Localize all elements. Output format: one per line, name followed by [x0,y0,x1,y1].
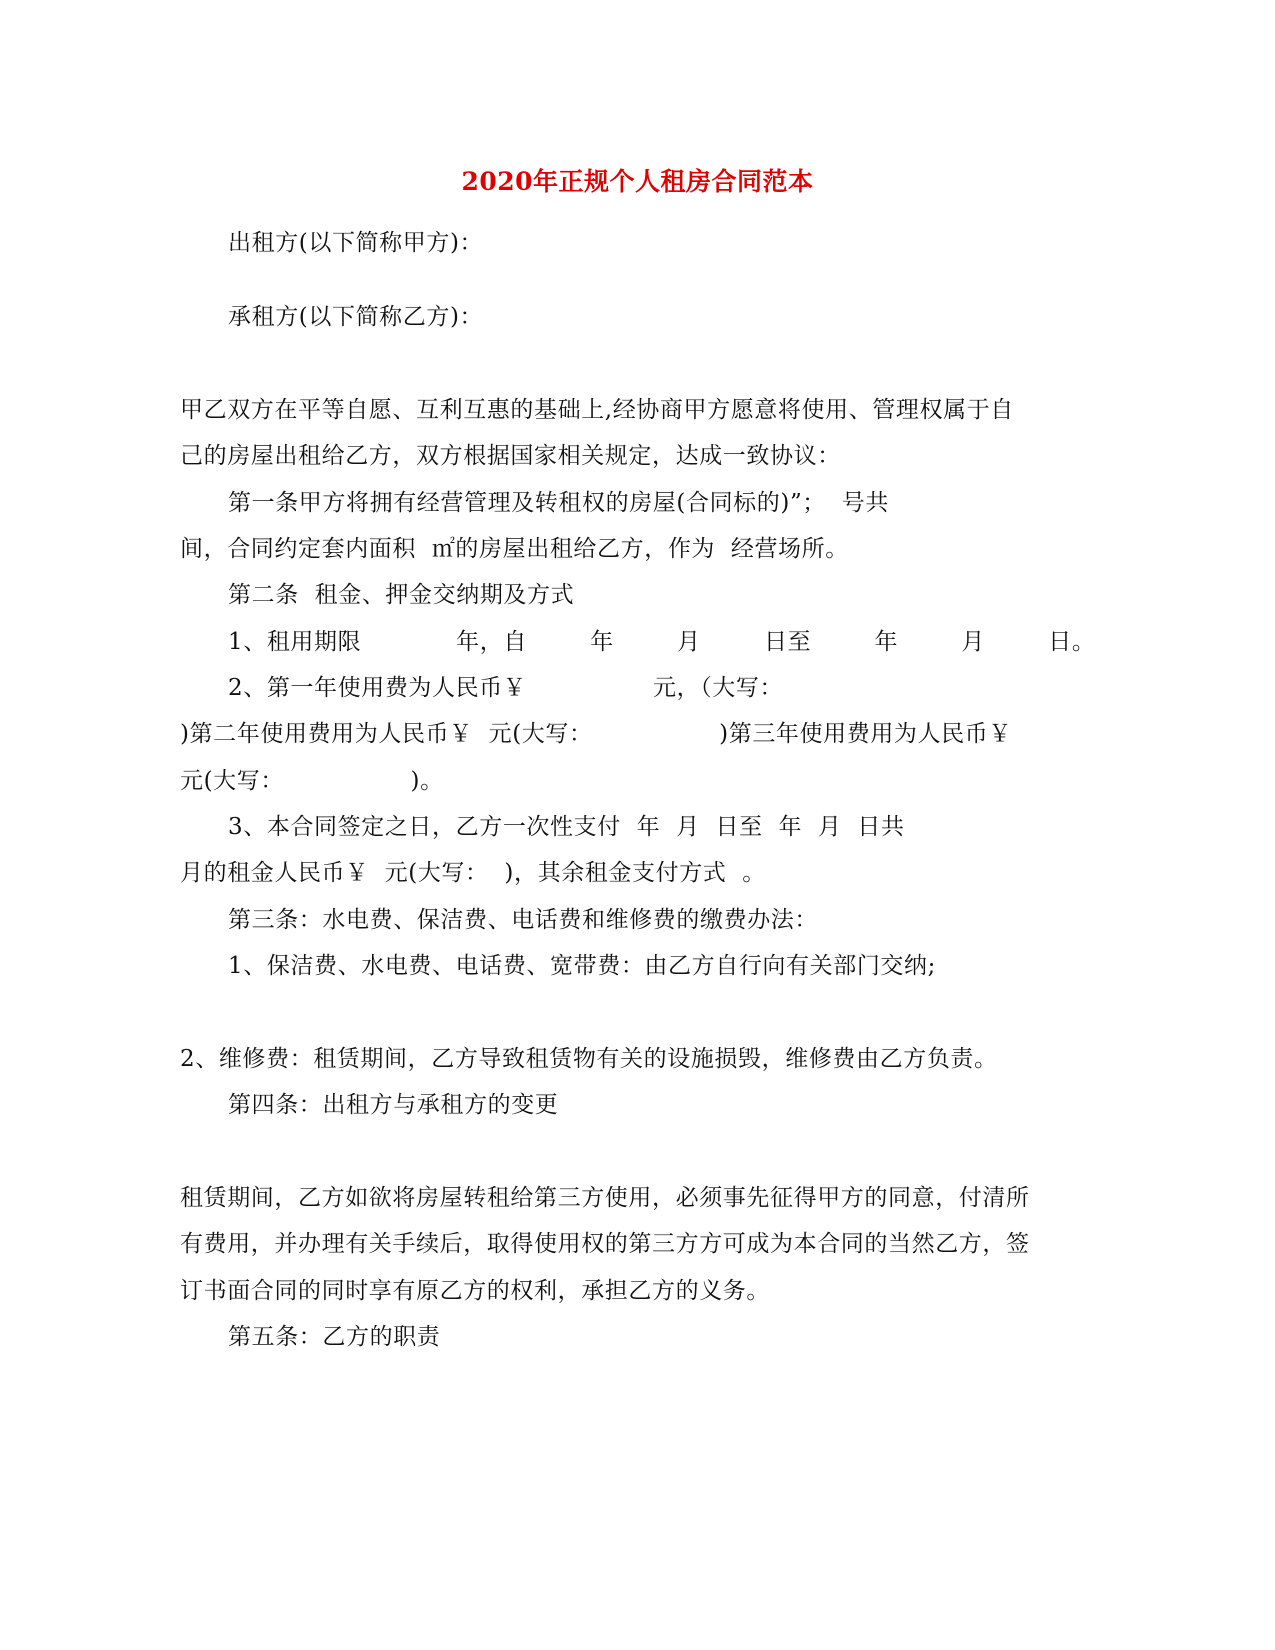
article-2-item-2-line-1: 2、第一年使用费为人民币￥ 元，（大写： [228,675,784,701]
article-3-item-1: 1、保洁费、水电费、电话费、宽带费：由乙方自行向有关部门交纳; [228,953,936,979]
article-5-heading: 第五条：乙方的职责 [228,1324,441,1350]
lessor-line: 出租方(以下简称甲方)： [228,230,484,256]
article-1-line-1: 第一条甲方将拥有经营管理及转租权的房屋(合同标的)”； 号共 [228,490,889,516]
preamble-line-2: 己的房屋出租给乙方，双方根据国家相关规定，达成一致协议： [180,443,841,469]
preamble-line-1: 甲乙双方在平等自愿、互利互惠的基础上,经协商甲方愿意将使用、管理权属于自 [180,397,1014,423]
article-4-line-3: 订书面合同的同时享有原乙方的权利，承担乙方的义务。 [180,1278,770,1304]
document-title: 2020年正规个人租房合同范本 [461,167,814,196]
article-2-item-3-line-2: 月的租金人民币￥ 元(大写： )，其余租金支付方式 。 [180,860,766,886]
article-2-item-2-line-2: )第二年使用费用为人民币￥ 元(大写： )第三年使用费用为人民币￥ [180,721,1012,747]
article-2-item-2-line-3: 元(大写： )。 [180,768,444,794]
article-2-item-1: 1、租用期限 年，自 年 月 日至 年 月 日。 [228,629,1096,655]
article-3-item-2: 2、维修费：租赁期间，乙方导致租赁物有关的设施损毁，维修费由乙方负责。 [180,1046,998,1072]
article-1-line-2: 间，合同约定套内面积 ㎡的房屋出租给乙方，作为 经营场所。 [180,536,849,562]
article-2-heading: 第二条 租金、押金交纳期及方式 [228,582,575,608]
article-4-line-1: 租赁期间，乙方如欲将房屋转租给第三方使用，必须事先征得甲方的同意，付清所 [180,1185,1030,1211]
lessee-line: 承租方(以下简称乙方)： [228,304,484,330]
article-3-heading: 第三条：水电费、保洁费、电话费和维修费的缴费办法： [228,907,818,933]
article-2-item-3-line-1: 3、本合同签定之日，乙方一次性支付 年 月 日至 年 月 日共 [228,814,905,840]
article-4-heading: 第四条：出租方与承租方的变更 [228,1092,559,1118]
article-4-line-2: 有费用，并办理有关手续后，取得使用权的第三方方可成为本合同的当然乙方，签 [180,1231,1030,1257]
